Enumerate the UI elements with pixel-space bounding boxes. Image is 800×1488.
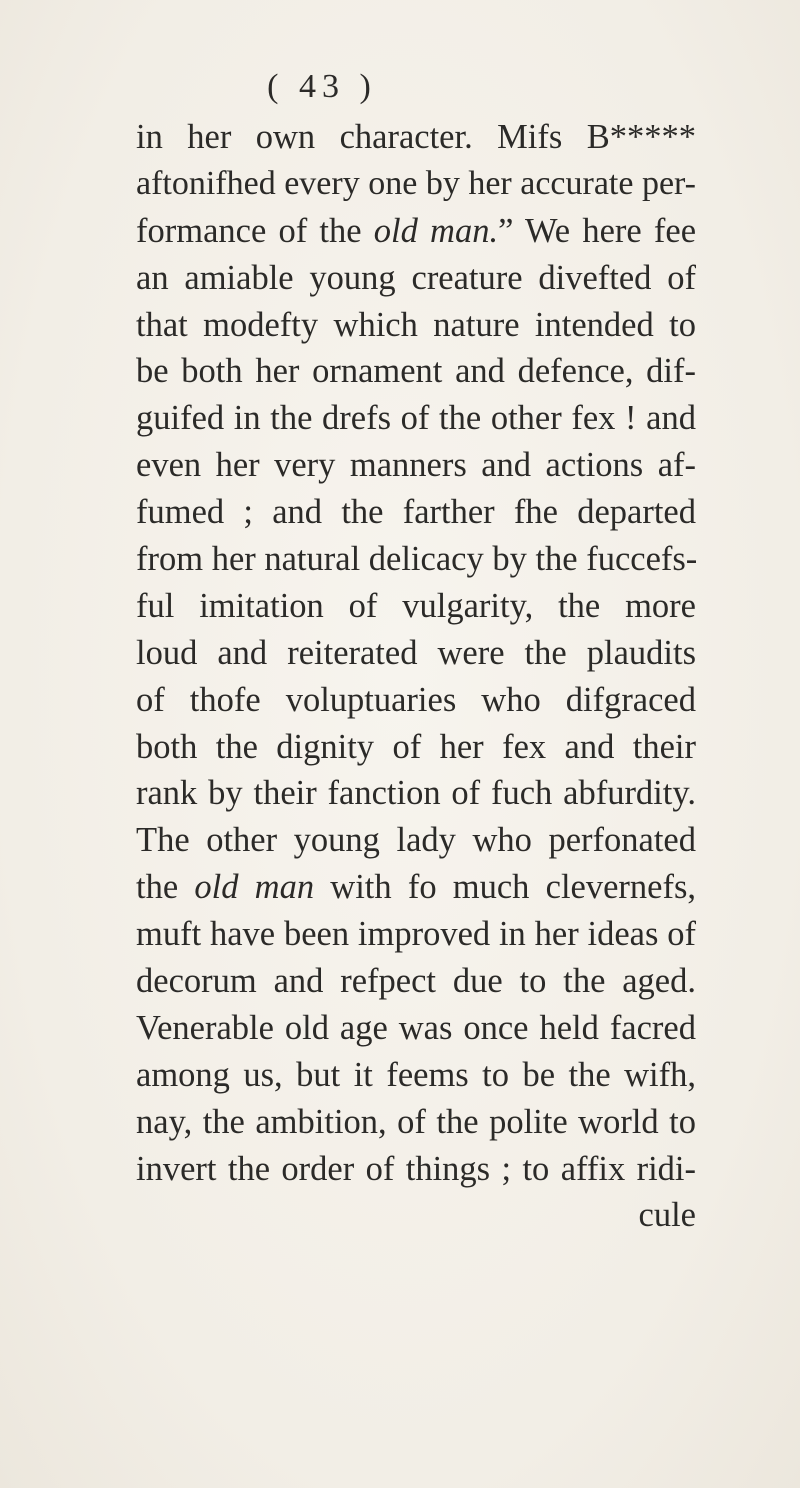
- text-line: [136, 864, 696, 911]
- text-line: [136, 724, 696, 771]
- text-line: [136, 395, 696, 442]
- text-line: [136, 302, 696, 349]
- text-run: an amiable young creature divefted of: [136, 258, 696, 297]
- text-run: from her natural delicacy by the fuccefs-: [136, 540, 698, 579]
- text-line: [136, 770, 696, 817]
- text-line: [136, 630, 696, 677]
- text-line: [136, 114, 696, 161]
- text-line: [136, 208, 696, 255]
- text-run: be both her ornament and defence, dif-: [136, 352, 696, 391]
- text-line: [136, 1099, 696, 1146]
- text-run: muft have been improved in her ideas of: [136, 915, 696, 954]
- text-run: decorum and refpect due to the aged.: [136, 962, 696, 1001]
- page-number-header: ( 43 ): [267, 68, 377, 105]
- text-run: rank by their fanction of fuch abfurdity.: [136, 774, 696, 813]
- text-line: [136, 958, 696, 1005]
- text-run: in her own character. Mifs B*****: [136, 118, 696, 156]
- text-line: [136, 583, 696, 630]
- text-line: [136, 911, 696, 958]
- text-run: aftonifhed every one by her accurate per-: [136, 164, 697, 202]
- text-run: guifed in the drefs of the other fex ! and: [136, 399, 696, 438]
- text-line: [136, 161, 696, 208]
- text-line: [136, 348, 696, 395]
- text-run: among us, but it feems to be the wifh,: [136, 1055, 696, 1094]
- body-text: [136, 114, 696, 1239]
- text-run: Venerable old age was once held facred: [136, 1008, 696, 1047]
- text-run: that modefty which nature intended to: [136, 305, 696, 344]
- text-line: [136, 536, 696, 583]
- text-run: of thofe voluptuaries who difgraced: [136, 680, 696, 719]
- text-line: [136, 1146, 696, 1193]
- text-line: [136, 677, 696, 724]
- text-line: [136, 255, 696, 302]
- text-run: with fo much clevernefs,: [314, 868, 696, 907]
- text-run: the: [136, 868, 195, 907]
- text-run: formance of the: [136, 211, 374, 250]
- text-line: [136, 1005, 696, 1052]
- text-run: both the dignity of her fex and their: [136, 727, 696, 766]
- text-run: ful imitation of vulgarity, the more: [136, 586, 696, 625]
- text-line: [136, 489, 696, 536]
- text-line: [136, 817, 696, 864]
- text-run: nay, the ambition, of the polite world to: [136, 1102, 696, 1141]
- catchword: [136, 1192, 696, 1239]
- text-run: loud and reiterated were the plaudits: [136, 633, 696, 672]
- text-run: cule: [638, 1196, 696, 1235]
- text-line: [136, 1052, 696, 1099]
- text-run: invert the order of things ; to affix ridi-: [136, 1149, 696, 1188]
- italic-phrase: old man.: [373, 211, 499, 250]
- text-run: ” We here fee: [498, 211, 697, 250]
- text-run: fumed ; and the farther fhe departed: [136, 493, 696, 532]
- text-run: even her very manners and actions af-: [136, 446, 696, 485]
- italic-phrase: old man: [194, 868, 315, 907]
- text-line: [136, 442, 696, 489]
- text-run: The other young lady who perfonated: [136, 821, 696, 860]
